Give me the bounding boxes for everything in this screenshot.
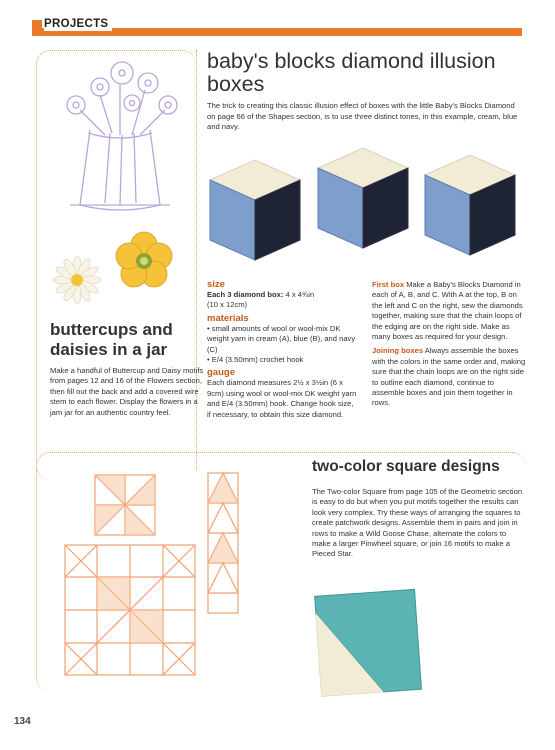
size-line [207,290,357,300]
section-header [32,18,522,36]
first-box-text: Make a Baby's Blocks Diamond in each of A, B, and C. With A at the top, B on the left and C on the right, sew the diamonds together, making sure that the chain loops of the edging are on the right side. Make as many boxes as required for your design. [372,280,523,342]
gauge-heading: gauge [207,367,235,379]
joining-paragraph [372,346,527,408]
size-metric: (10 x 12cm) [207,300,248,310]
patchwork-sketches [55,465,305,685]
intro-text: The trick to creating this classic illusion effect of boxes with the little Baby's Blocks Diamond on page 66 of the Shapes section, is to use three distinct tones, in this example, cream, blue and navy. [207,101,518,132]
page-number: 134 [14,716,31,727]
daisy-image [52,255,102,305]
materials-item: • small amounts of wool or wool-mix DK weight yarn in cream (A), blue (B), and navy (C) [207,323,356,354]
page-title: baby's blocks diamond illusion boxes [207,49,496,96]
header-chip [32,20,42,30]
flower-jar-sketch [50,55,190,220]
babys-blocks-image [200,140,540,265]
buttercup-image [113,230,175,292]
section2-text: The Two-color Square from page 105 of the Geometric section is easy to do but when you put motifs together the results can look very complex. Try these ways of arranging the squares to create patchwork designs. Assemble them in pairs and join in rows to make a Wild Goose Chase, alternate the colors to make a larger Pinwheel square, or join 16 motifs to make a Pieced Star. [312,487,523,559]
size-heading: size [207,279,225,290]
size-label: Each 3 diamond box: [207,290,284,299]
joining-heading: Joining boxes [372,346,424,356]
left-panel-text: Make a handful of Buttercup and Daisy motifs from pages 12 and 16 of the Flowers section, then fill out the back and add a covered wire stem to each flower. Display the flowers in a jam jar for an authentic country feel. [50,366,204,417]
section-label: PROJECTS [44,18,112,31]
first-box-heading: First box [372,280,405,289]
left-panel-title: buttercups and daisies in a jar [50,320,173,359]
two-color-square-image [300,585,430,700]
size-value: 4 x 4¾in [285,290,315,299]
materials-heading: materials [207,312,249,324]
section2-title: two-color square designs [312,458,500,475]
first-box-paragraph [372,280,527,342]
pattern-instructions [372,280,527,413]
pattern-specs [207,277,357,420]
gauge-text: Each diamond measures 2½ x 3½in (6 x 9cm) using wool or wool-mix DK weight yarn and E/4 (3.50mm) hook. Change hook size, if necessary, to obtain this size diamond. [207,378,357,419]
joining-text: Always assemble the boxes with the colors in the same order and, making sure that the chain loops are on the right side to outline each diamond, continue to assemble boxes and join them together in rows. [372,346,526,408]
materials-item: • E/4 (3.50mm) crochet hook [207,355,304,365]
